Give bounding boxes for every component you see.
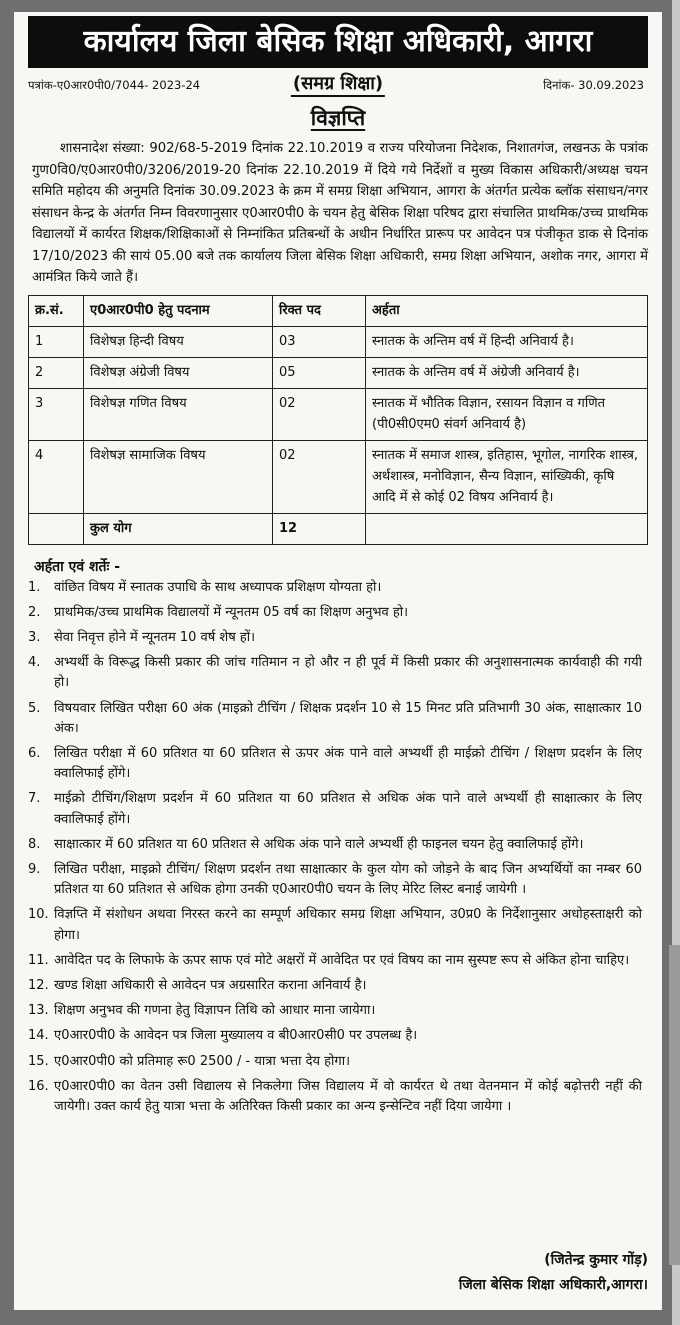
item-text: ए0आर0पी0 के आवेदन पत्र जिला मुख्यालय व बी0आर0सी0 पर उपलब्ध है। [54,1028,418,1044]
table-total-row [29,513,648,544]
cell-post: विशेषज्ञ हिन्दी विषय [84,326,273,357]
header-eligibility: अर्हता [366,295,648,326]
scheme-name: (समग्र शिक्षा) [291,71,385,97]
list-item [28,628,642,648]
cell-eligibility [366,513,648,544]
notice-date: दिनांक- 30.09.2023 [543,78,644,92]
total-label: कुल योग [84,513,273,544]
list-item [28,744,642,784]
reference-number: पत्रांक-ए0आर0पी0/7044- 2023-24 [28,78,201,92]
list-item [28,603,642,623]
list-item [28,1001,642,1021]
list-item [28,1077,642,1117]
list-item [28,860,642,900]
item-number: 1. [28,579,41,595]
notice-title: विज्ञप्ति [310,106,366,130]
header-vacancy: रिक्त पद [273,295,366,326]
item-text: अभ्यर्थी के विरूद्ध किसी प्रकार की जांच गतिमान न हो और न ही पूर्व में किसी प्रकार की अनुशासनात्मक कार्यवाही की गयी हो। [54,655,642,691]
item-number: 14. [28,1028,49,1044]
item-text: ए0आर0पी0 का वेतन उसी विद्यालय से निकलेगा जिस विद्यालय में वो कार्यरत थे तथा वेतनमान में कोई बढ़ोत्तरी नहीं की जायेगी। उक्त कार्य हेतु यात्रा भत्ता के अतिरिक्त किसी प्रकार का अन्य इन्सेन्टिव नहीं दिया जायेगा । [54,1078,642,1114]
list-item [28,653,642,693]
item-text: आवेदित पद के लिफाफे के ऊपर साफ एवं मोटे अक्षरों में आवेदित पर एवं विषय का नाम सुस्पष्ट रूप से अंकित होना चाहिए। [54,952,630,968]
header-post: ए0आर0पी0 हेतु पदनाम [84,295,273,326]
item-text: प्राथमिक/उच्च प्राथमिक विद्यालयों में न्यूनतम 05 वर्ष का शिक्षण अनुभव हो। [54,604,409,620]
item-number: 15. [28,1053,49,1069]
item-text: ए0आर0पी0 को प्रतिमाह रू0 2500 / - यात्रा भत्ता देय होगा। [54,1053,351,1069]
item-number: 16. [28,1078,49,1094]
cell-vacancy: 02 [273,440,366,513]
cell-serial: 2 [29,357,84,388]
item-number: 7. [28,791,41,807]
item-number: 5. [28,700,41,716]
cell-eligibility: स्नातक के अन्तिम वर्ष में हिन्दी अनिवार्य है। [366,326,648,357]
cell-serial [29,513,84,544]
header-serial: क्र.सं. [29,295,84,326]
cell-eligibility: स्नातक के अन्तिम वर्ष में अंग्रेजी अनिवार्य है। [366,357,648,388]
item-number: 2. [28,604,41,620]
item-text: साक्षात्कार में 60 प्रतिशत या 60 प्रतिशत से अधिक अंक पाने वाले अभ्यर्थी ही फाइनल चयन हेतु क्वालिफाई होंगे। [54,836,584,852]
list-item [28,835,642,855]
conditions-title: अर्हता एवं शर्तेः - [34,558,121,575]
cell-vacancy: 05 [273,357,366,388]
list-item [28,1026,642,1046]
signatory-designation: जिला बेसिक शिक्षा अधिकारी,आगरा। [458,1277,648,1293]
signatory-name: (जितेन्द्र कुमार गोंड़) [544,1252,648,1268]
item-number: 13. [28,1003,49,1019]
item-number: 4. [28,655,41,671]
cell-post: विशेषज्ञ गणित विषय [84,388,273,440]
item-text: शिक्षण अनुभव की गणना हेतु विज्ञापन तिथि को आधार माना जायेगा। [54,1003,376,1019]
item-text: वांछित विषय में स्नातक उपाधि के साथ अध्यापक प्रशिक्षण योग्यता हो। [54,579,382,595]
item-number: 11. [28,952,49,968]
vacancy-table [28,295,648,545]
item-text: विषयवार लिखित परीक्षा 60 अंक (माइक्रो टीचिंग / शिक्षक प्रदर्शन 10 से 15 मिनट प्रति प्रतिभागी 30 अंक, साक्षात्कार 10 अंक। [54,700,642,736]
list-item [28,699,642,739]
cell-post: विशेषज्ञ सामाजिक विषय [84,440,273,513]
list-item [28,789,642,829]
signature-block [459,1248,648,1298]
list-item [28,905,642,945]
office-title: कार्यालय जिला बेसिक शिक्षा अधिकारी, आगरा [28,16,648,68]
item-number: 12. [28,977,49,993]
cell-vacancy: 03 [273,326,366,357]
item-number: 3. [28,629,41,645]
item-text: माईक्रो टीचिंग/शिक्षण प्रदर्शन में 60 प्रतिशत या 60 प्रतिशत से अधिक अंक पाने वाले अभ्यर्थी ही साक्षात्कार के लिए क्वालिफाई होंगे। [54,791,642,827]
cell-post: विशेषज्ञ अंग्रेजी विषय [84,357,273,388]
notice-intro: शासनादेश संख्या: 902/68-5-2019 दिनांक 22.10.2019 व राज्य परियोजना निदेशक, निशातगंज, लखनऊ के पत्रांक गुण0वि0/ए0आर0पी0/3206/2019-20 दिनांक 22.10.2019 में दिये गये निर्देशों व मुख्य विकास अधिकारी/अध्यक्ष चयन समिति महोदय की अनुमति दिनांक 30.09.2023 के क्रम में समग्र शिक्षा अभियान, आगरा के अंतर्गत प्रत्येक ब्लॉक संसाधन/नगर संसाधन केन्द्र के अंतर्गत निम्न विवरणानुसार ए0आर0पी0 के चयन हेतु बेसिक शिक्षा परिषद द्वारा संचालित प्राथमिक/उच्च प्राथमिक विद्यालयों में कार्यरत शिक्षक/शिक्षिकाओं से निम्नांकित प्रतिबन्धों के अधीन निर्धारित प्रारूप पर आवेदन पत्र पंजीकृत डाक से दिनांक 17/10/2023 की सायं 05.00 बजे तक कार्यालय जिला बेसिक शिक्षा अधिकारी, समग्र शिक्षा अभियान, अशोक नगर, आगरा में आमंत्रित किये जाते हैं। [32,141,648,285]
item-number: 8. [28,836,41,852]
item-number: 10. [28,907,49,923]
table-row [29,440,648,513]
item-text: सेवा निवृत्त होने में न्यूनतम 10 वर्ष शेष हों। [54,629,256,645]
item-number: 9. [28,861,41,877]
cell-serial: 1 [29,326,84,357]
notice-page [14,12,662,1310]
table-row [29,388,648,440]
list-item [28,951,642,971]
list-item [28,976,642,996]
list-item [28,1052,642,1072]
list-item [28,578,642,598]
item-text: लिखित परीक्षा में 60 प्रतिशत या 60 प्रतिशत से ऊपर अंक पाने वाले अभ्यर्थी ही माईक्रो टीचिंग / शिक्षण प्रदर्शन के लिए क्वालिफाई होंगे। [54,745,642,782]
item-text: विज्ञप्ति में संशोधन अथवा निरस्त करने का सम्पूर्ण अधिकार समग्र शिक्षा अभियान, उ0प्र0 के निर्देशानुसार अधोहस्ताक्षरी को होगा। [54,907,642,943]
table-row [29,357,648,388]
item-text: लिखित परीक्षा, माइक्रो टीचिंग/ शिक्षण प्रदर्शन तथा साक्षात्कार के कुल योग को जोड़ने के बाद जिन अभ्यर्थियों का नम्बर 60 प्रतिशत या 60 प्रतिशत से अधिक होगा उनकी ए0आर0पी0 चयन के लिए मेरिट लिस्ट बनाई जायेगी । [54,861,642,898]
cell-eligibility: स्नातक में समाज शास्त्र, इतिहास, भूगोल, नागरिक शास्त्र, अर्थशास्त्र, मनोविज्ञान, सैन्य विज्ञान, सांख्यिकी, कृषि आदि में से कोई 02 विषय अनिवार्य है। [366,440,648,513]
cell-serial: 4 [29,440,84,513]
table-row [29,326,648,357]
cell-serial: 3 [29,388,84,440]
table-header-row [29,295,648,326]
conditions-list [28,578,642,1118]
total-value: 12 [273,513,366,544]
cell-eligibility: स्नातक में भौतिक विज्ञान, रसायन विज्ञान व गणित (पी0सी0एम0 संवर्ग अनिवार्य है) [366,388,648,440]
item-number: 6. [28,745,41,761]
item-text: खण्ड शिक्षा अधिकारी से आवेदन पत्र अग्रसारित कराना अनिवार्य है। [54,977,367,993]
cell-vacancy: 02 [273,388,366,440]
background-block [669,945,680,1265]
reference-row [28,68,648,102]
